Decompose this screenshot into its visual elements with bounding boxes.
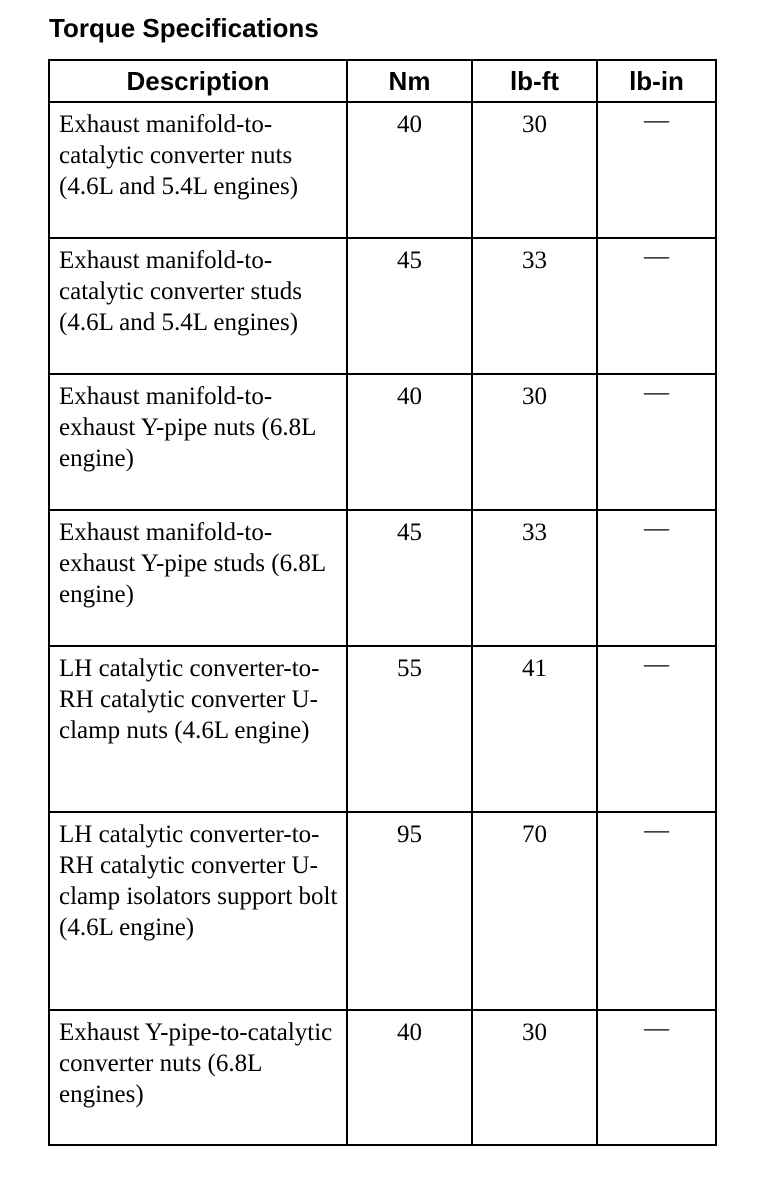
cell-description: Exhaust manifold-to-catalytic converter studs (4.6L and 5.4L engines) — [49, 238, 347, 374]
table-row — [49, 374, 716, 510]
cell-nm: 55 — [347, 646, 472, 812]
cell-lbin: — — [597, 646, 716, 812]
table-row — [49, 1010, 716, 1145]
cell-lbin: — — [597, 812, 716, 1010]
cell-description: Exhaust manifold-to-catalytic converter nuts (4.6L and 5.4L engines) — [49, 102, 347, 238]
cell-nm: 40 — [347, 1010, 472, 1145]
cell-nm: 45 — [347, 510, 472, 646]
cell-description: Exhaust Y-pipe-to-catalytic converter nuts (6.8L engines) — [49, 1010, 347, 1145]
cell-lbft: 33 — [472, 510, 597, 646]
cell-lbin: — — [597, 374, 716, 510]
cell-lbft: 33 — [472, 238, 597, 374]
cell-description: LH catalytic converter-to-RH catalytic converter U-clamp nuts (4.6L engine) — [49, 646, 347, 812]
header-nm: Nm — [347, 60, 472, 102]
cell-lbft: 70 — [472, 812, 597, 1010]
cell-description: LH catalytic converter-to-RH catalytic converter U-clamp isolators support bolt (4.6L engine) — [49, 812, 347, 1010]
table-row — [49, 812, 716, 1010]
cell-description: Exhaust manifold-to-exhaust Y-pipe nuts (6.8L engine) — [49, 374, 347, 510]
cell-lbft: 30 — [472, 1010, 597, 1145]
table-row — [49, 102, 716, 238]
table-header-row — [49, 60, 716, 102]
cell-description: Exhaust manifold-to-exhaust Y-pipe studs (6.8L engine) — [49, 510, 347, 646]
header-lbin: lb-in — [597, 60, 716, 102]
cell-nm: 45 — [347, 238, 472, 374]
header-lbft: lb-ft — [472, 60, 597, 102]
header-description: Description — [49, 60, 347, 102]
cell-lbin: — — [597, 238, 716, 374]
page-title: Torque Specifications — [49, 13, 319, 43]
cell-lbft: 30 — [472, 374, 597, 510]
cell-lbin: — — [597, 1010, 716, 1145]
cell-lbft: 41 — [472, 646, 597, 812]
cell-nm: 40 — [347, 102, 472, 238]
cell-lbin: — — [597, 510, 716, 646]
cell-lbft: 30 — [472, 102, 597, 238]
table-row — [49, 510, 716, 646]
table-row — [49, 238, 716, 374]
torque-spec-table — [48, 59, 717, 1146]
table-row — [49, 646, 716, 812]
cell-nm: 40 — [347, 374, 472, 510]
cell-nm: 95 — [347, 812, 472, 1010]
cell-lbin: — — [597, 102, 716, 238]
